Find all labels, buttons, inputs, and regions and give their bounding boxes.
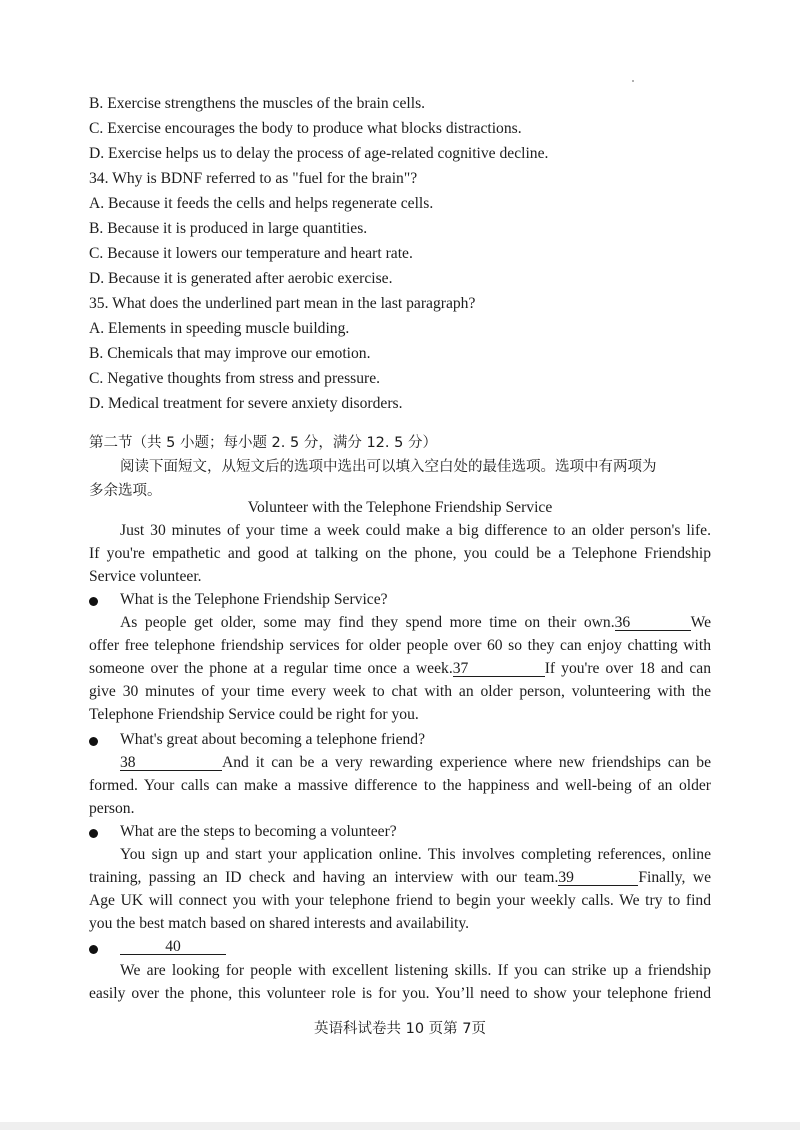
text-segment: We bbox=[690, 614, 711, 631]
blank-36: 36 bbox=[615, 615, 691, 631]
text-segment: someone over the phone at a regular time once a week. bbox=[89, 660, 453, 677]
text-segment: And it can be a very rewarding experience where new friendships can be bbox=[222, 754, 711, 771]
paragraph-line: Age UK will connect you with your telephone friend to begin your weekly calls. We try to find bbox=[89, 892, 711, 909]
q34-option-c: C. Because it lowers our temperature and heart rate. bbox=[89, 245, 413, 262]
q35-option-b: B. Chemicals that may improve our emotion. bbox=[89, 345, 371, 362]
blank-37: 37 bbox=[453, 661, 545, 677]
intro-line: Service volunteer. bbox=[89, 568, 202, 585]
paragraph-line: Telephone Friendship Service could be right for you. bbox=[89, 706, 419, 723]
page-footer: 英语科试卷共 10 页第 7页 bbox=[313, 1021, 486, 1037]
blank-39: 39 bbox=[558, 870, 638, 886]
section-heading: 第二节（共 5 小题；每小题 2. 5 分，满分 12. 5 分） bbox=[89, 435, 437, 451]
section-instruction-cont: 多余选项。 bbox=[89, 483, 162, 499]
q35-option-a: A. Elements in speeding muscle building. bbox=[89, 320, 350, 337]
blank-40-line bbox=[120, 938, 226, 956]
paragraph-line: formed. Your calls can make a massive difference to the happiness and well-being of an older bbox=[89, 777, 711, 794]
paragraph-line bbox=[89, 869, 711, 887]
q35-stem: 35. What does the underlined part mean in the last paragraph? bbox=[89, 295, 476, 312]
blank-38: 38 bbox=[120, 755, 222, 771]
q34-option-a: A. Because it feeds the cells and helps regenerate cells. bbox=[89, 195, 434, 212]
section-instruction: 阅读下面短文，从短文后的选项中选出可以填入空白处的最佳选项。选项中有两项为 bbox=[120, 459, 657, 475]
text-segment: If you're over 18 and can bbox=[544, 660, 712, 677]
bullet-icon bbox=[89, 597, 98, 606]
paragraph-line: person. bbox=[89, 800, 135, 817]
paragraph-line bbox=[120, 754, 711, 772]
q33-option-d: D. Exercise helps us to delay the process of age-related cognitive decline. bbox=[89, 145, 549, 162]
scan-edge bbox=[0, 1122, 800, 1130]
paragraph-line bbox=[89, 660, 711, 678]
paragraph-line: offer free telephone friendship services for older people over 60 so they can enjoy chatting with bbox=[89, 637, 711, 654]
paragraph-line: easily over the phone, this volunteer role is for you. You’ll need to show your telephone friend bbox=[89, 985, 711, 1002]
q34-option-b: B. Because it is produced in large quantities. bbox=[89, 220, 368, 237]
q33-option-c: C. Exercise encourages the body to produce what blocks distractions. bbox=[89, 120, 522, 137]
bullet-icon bbox=[89, 829, 98, 838]
q35-option-c: C. Negative thoughts from stress and pressure. bbox=[89, 370, 381, 387]
text-segment: training, passing an ID check and having an interview with our team. bbox=[89, 869, 559, 886]
paragraph-line: you the best match based on shared interests and availability. bbox=[89, 915, 470, 932]
q34-option-d: D. Because it is generated after aerobic exercise. bbox=[89, 270, 393, 287]
section-subheading: What are the steps to becoming a volunteer? bbox=[120, 823, 397, 840]
bullet-icon bbox=[89, 945, 98, 954]
paragraph-line bbox=[120, 614, 711, 632]
intro-line: Just 30 minutes of your time a week could make a big difference to an older person's life. bbox=[120, 522, 711, 539]
scan-speck bbox=[632, 80, 634, 82]
paragraph-line: give 30 minutes of your time every week to chat with an older person, volunteering with the bbox=[89, 683, 711, 700]
q33-option-b: B. Exercise strengthens the muscles of the brain cells. bbox=[89, 95, 426, 112]
section-subheading: What is the Telephone Friendship Service? bbox=[120, 591, 388, 608]
section-subheading: What's great about becoming a telephone friend? bbox=[120, 731, 426, 748]
passage-title: Volunteer with the Telephone Friendship Service bbox=[247, 499, 553, 516]
bullet-icon bbox=[89, 737, 98, 746]
text-segment: Finally, we bbox=[638, 869, 711, 886]
intro-line: If you're empathetic and good at talking on the phone, you could be a Telephone Friendship bbox=[89, 545, 711, 562]
blank-40: 40 bbox=[120, 939, 226, 955]
q35-option-d: D. Medical treatment for severe anxiety disorders. bbox=[89, 395, 403, 412]
paragraph-line: You sign up and start your application online. This involves completing references, online bbox=[120, 846, 711, 863]
paragraph-line: We are looking for people with excellent listening skills. If you can strike up a friendship bbox=[120, 962, 711, 979]
q34-stem: 34. Why is BDNF referred to as "fuel for the brain"? bbox=[89, 170, 418, 187]
text-segment: As people get older, some may find they spend more time on their own. bbox=[120, 614, 615, 631]
